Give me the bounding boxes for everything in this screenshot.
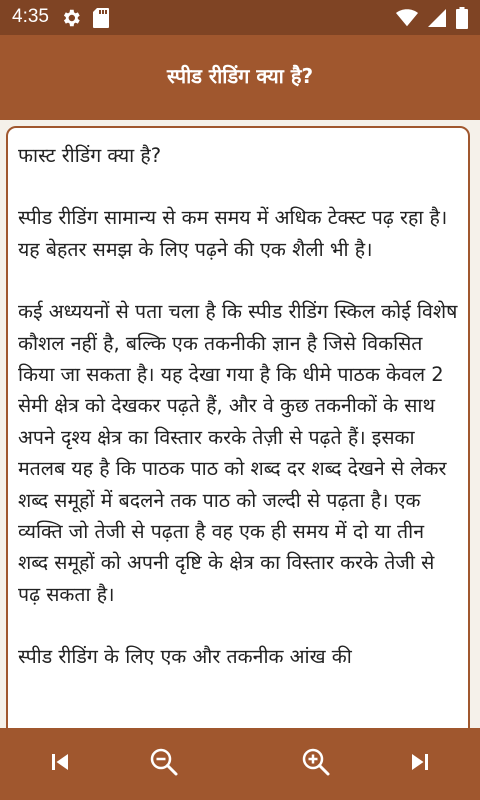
zoom-out-button[interactable] [144, 744, 184, 784]
article-paragraph: फास्ट रीडिंग क्या है? [18, 144, 162, 167]
zoom-in-button[interactable] [296, 744, 336, 784]
wifi-icon [396, 8, 418, 32]
article-paragraph: स्पीड रीडिंग सामान्य से कम समय में अधिक टेक्स्ट पढ़ रहा है। यह बेहतर समझ के लिए पढ़ने की एक शैली भी है। [18, 206, 448, 261]
battery-icon [456, 7, 468, 33]
article-text [8, 128, 468, 673]
app-bar [0, 35, 480, 120]
status-time: 4:35 [12, 6, 49, 27]
status-bar [0, 0, 480, 35]
settings-icon [60, 7, 82, 33]
article-paragraph: स्पीड रीडिंग के लिए एक और तकनीक आंख की [18, 645, 352, 669]
article-card [6, 126, 470, 766]
zoom-out-icon [149, 747, 179, 781]
sd-card-icon [92, 7, 110, 33]
cell-signal-icon [428, 8, 446, 32]
previous-button[interactable] [40, 744, 80, 784]
content-area[interactable] [0, 120, 480, 728]
page-title: स्पीड रीडिंग क्या है? [166, 64, 314, 88]
skip-previous-icon [48, 750, 72, 778]
article-paragraph: कई अध्ययनों से पता चला है कि स्पीड रीडिंग स्किल कोई विशेष कौशल नहीं है, बल्कि एक तकनीकी ज्ञान है जिसे विकसित किया जा सकता है। यह देखा गया है कि धीमे पाठक केवल 2 सेमी क्षेत्र को देखकर पढ़ते हैं, और वे कुछ तकनीकों के साथ अपने दृश्य क्षेत्र का विस्तार करके तेज़ी से पढ़ते हैं। इसका मतलब यह है कि पाठक पाठ को शब्द दर शब्द देखने से लेकर शब्द समूहों में बदलने तक पाठ को जल्दी से पढ़ता है। एक व्यक्ति जो तेजी से पढ़ता है वह एक ही समय में दो या तीन शब्द समूहों को अपनी दृष्टि के क्षेत्र का विस्तार करके तेजी से पढ़ सकता है। [18, 300, 458, 606]
skip-next-icon [408, 750, 432, 778]
bottom-nav-bar [0, 728, 480, 800]
next-button[interactable] [400, 744, 440, 784]
zoom-in-icon [301, 747, 331, 781]
